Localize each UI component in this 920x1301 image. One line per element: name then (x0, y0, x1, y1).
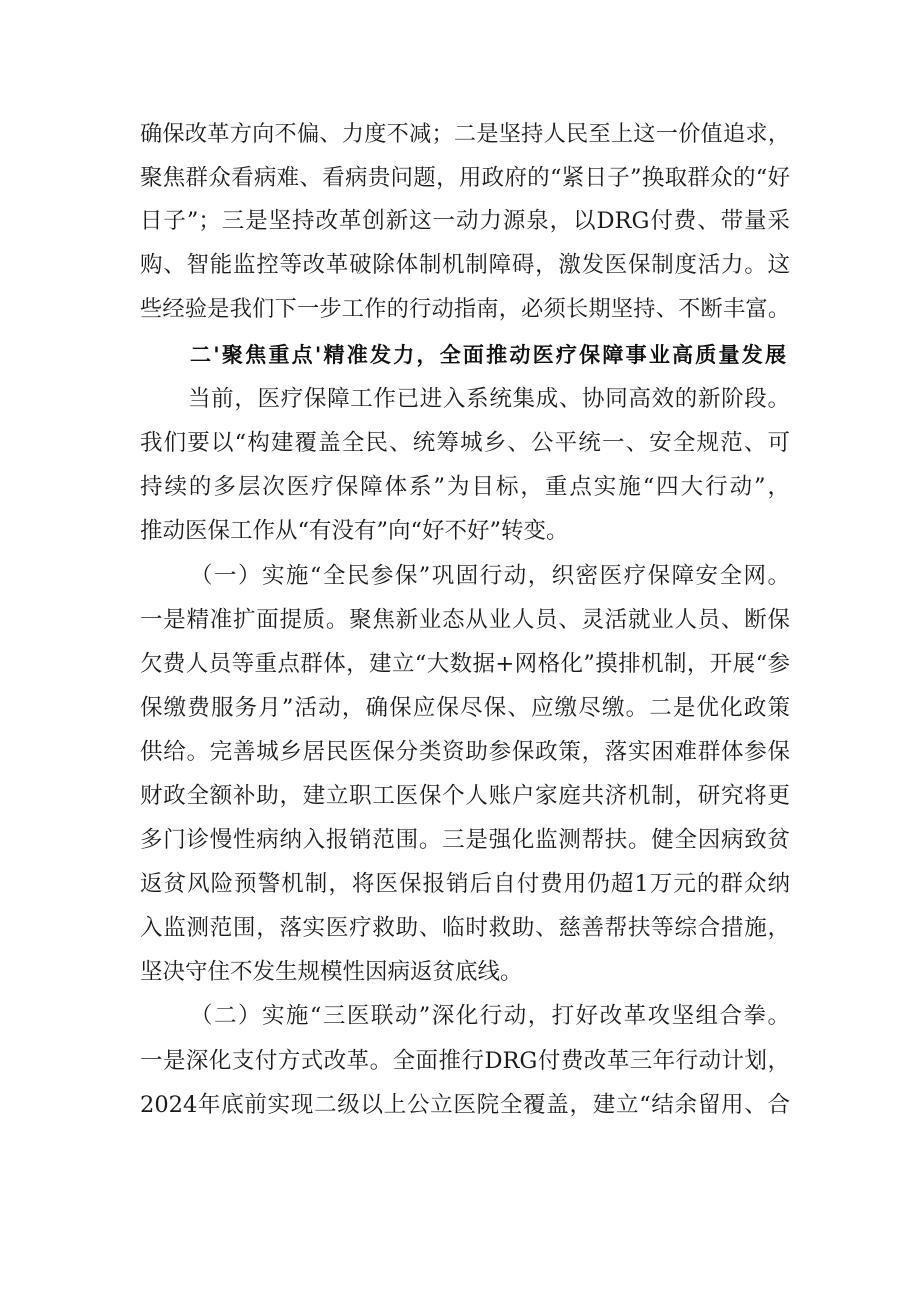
paragraph-1-line-1: 确保改革方向不偏、力度不减；二是坚持人民至上这一价值追求， (140, 121, 790, 147)
paragraph-3-line-1: （一）实施“全民参保”巩固行动，织密医疗保障安全网。 (190, 563, 790, 589)
paragraph-3-line-3: 欠费人员等重点群体，建立“大数据+网格化”摸排机制，开展“参 (140, 651, 790, 677)
section-heading: 二'聚焦重点'精准发力，全面推动医疗保障事业高质量发展 (190, 343, 786, 367)
paragraph-3-line-2: 一是精准扩面提质。聚焦新业态从业人员、灵活就业人员、断保 (140, 607, 790, 633)
paragraph-2-line-2: 我们要以“构建覆盖全民、统筹城乡、公平统一、安全规范、可 (140, 430, 790, 456)
paragraph-3-line-9: 入监测范围，落实医疗救助、临时救助、慈善帮扶等综合措施， (140, 915, 790, 941)
paragraph-3-line-10: 坚决守住不发生规模性因病返贫底线。 (140, 959, 523, 985)
paragraph-3-line-4: 保缴费服务月”活动，确保应保尽保、应缴尽缴。二是优化政策 (140, 695, 790, 721)
paragraph-4-line-3: 2024年底前实现二级以上公立医院全覆盖，建立“结余留用、合 (140, 1092, 790, 1118)
paragraph-2-line-4: 推动医保工作从“有没有”向“好不好”转变。 (140, 518, 569, 544)
paragraph-4-line-1: （二）实施“三医联动”深化行动，打好改革攻坚组合拳。 (190, 1003, 790, 1029)
paragraph-1-line-5: 些经验是我们下一步工作的行动指南，必须长期坚持、不断丰富。 (140, 296, 790, 322)
paragraph-3-line-5: 供给。完善城乡居民医保分类资助参保政策，落实困难群体参保 (140, 739, 790, 765)
paragraph-1-line-2: 聚焦群众看病难、看病贵问题，用政府的“紧日子”换取群众的“好 (140, 165, 790, 191)
paragraph-4-line-2: 一是深化支付方式改革。全面推行DRG付费改革三年行动计划， (140, 1048, 790, 1074)
paragraph-1-line-3: 日子”；三是坚持改革创新这一动力源泉，以DRG付费、带量采 (140, 208, 790, 234)
paragraph-3-line-8: 返贫风险预警机制，将医保报销后自付费用仍超1万元的群众纳 (140, 871, 790, 897)
paragraph-3-line-6: 财政全额补助，建立职工医保个人账户家庭共济机制，研究将更 (140, 783, 790, 809)
paragraph-2-line-1: 当前，医疗保障工作已进入系统集成、协同高效的新阶段。 (188, 386, 790, 412)
paragraph-3-line-7: 多门诊慢性病纳入报销范围。三是强化监测帮扶。健全因病致贫 (140, 827, 790, 853)
paragraph-1-line-4: 购、智能监控等改革破除体制机制障碍，激发医保制度活力。这 (140, 252, 790, 278)
paragraph-2-line-3: 持续的多层次医疗保障体系”为目标，重点实施“四大行动”， (140, 474, 790, 500)
